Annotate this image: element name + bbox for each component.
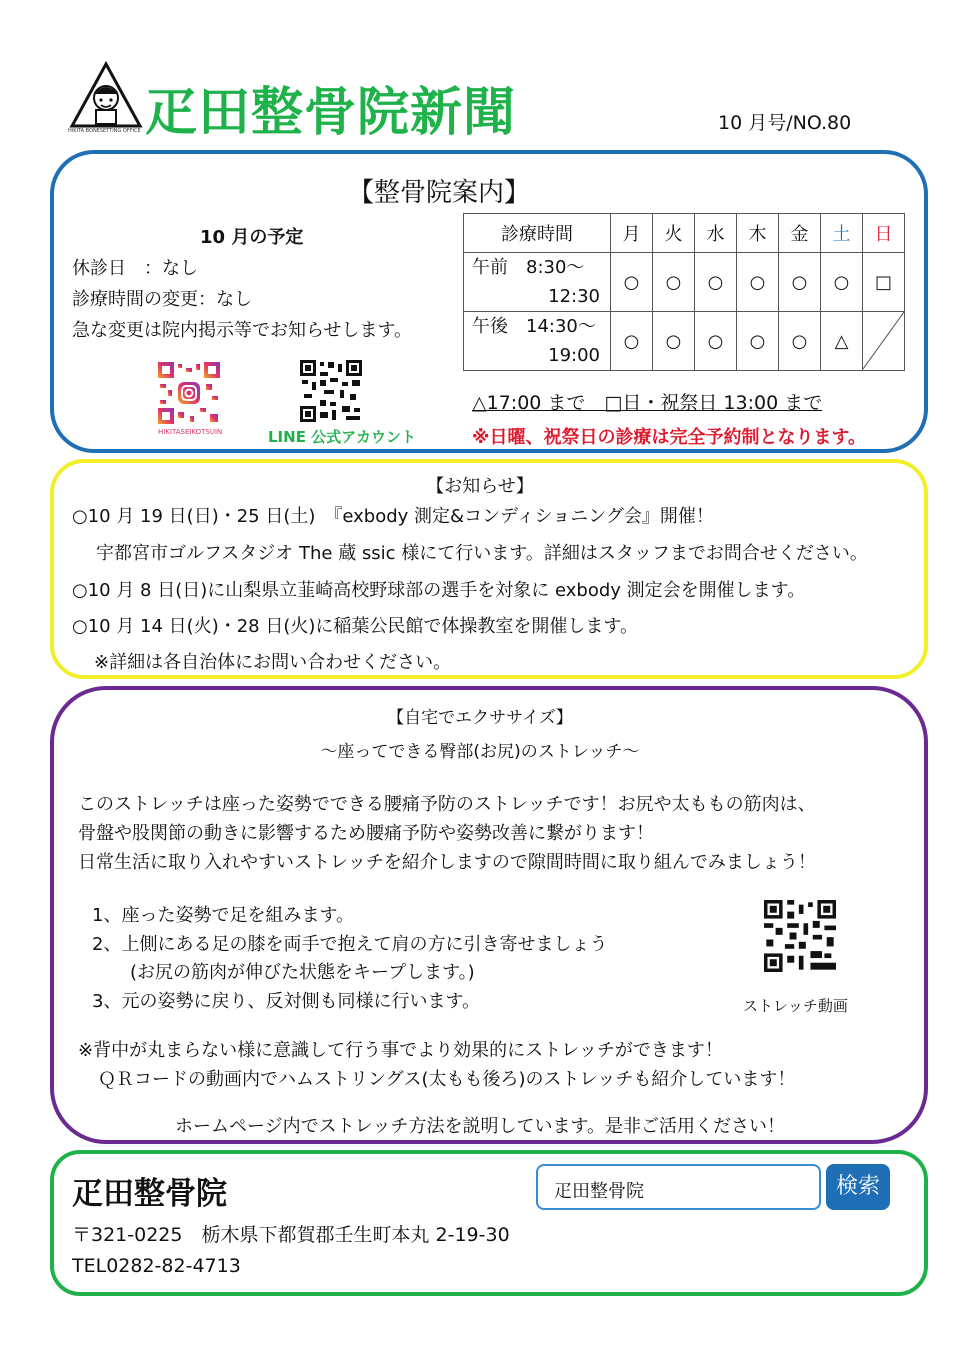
table-header-row (464, 214, 905, 253)
table-row (464, 312, 905, 371)
schedule-heading: 10 月の予定 (200, 227, 304, 248)
exercise-step: 1、座った姿勢で足を組みます。 (92, 905, 355, 926)
news-item: ○10 月 19 日(日)・25 日(土) 『exbody 測定&コンディショニング会』開催！ (72, 506, 714, 527)
exercise-intro: このストレッチは座った姿勢でできる腰痛予防のストレッチです！お尻や太ももの筋肉は、 (78, 794, 816, 815)
search-input[interactable]: 疋田整骨院 (536, 1164, 821, 1210)
table-cell: ○ (653, 253, 695, 312)
slot-end: 12:30 (548, 286, 600, 307)
exercise-intro: 日常生活に取り入れやすいストレッチを紹介しますので隙間時間に取り組んでみましょう！ (78, 852, 816, 873)
clinic-phone: TEL0282-82-4713 (72, 1255, 241, 1277)
exercise-note: ＱＲコードの動画内でハムストリングス(太もも後ろ)のストレッチも紹介しています！ (98, 1069, 796, 1090)
diagonal-slash-icon (863, 312, 904, 369)
slot-end: 19:00 (548, 345, 600, 366)
exercise-intro: 骨盤や股関節の動きに影響するため腰痛予防や姿勢改善に繋がります！ (78, 823, 654, 844)
clinic-address: 〒321-0225 栃木県下都賀郡壬生町本丸 2-19-30 (72, 1224, 510, 1246)
table-corner: 診療時間 (464, 214, 611, 253)
stretch-qr-icon (764, 900, 836, 972)
day-header-sunday: 日 (863, 214, 905, 253)
instagram-qr-code[interactable] (156, 360, 223, 436)
table-cell: ○ (779, 253, 821, 312)
schedule-line: 休診日 ：なし (72, 258, 198, 279)
clinic-logo (68, 60, 144, 144)
clinic-name: 疋田整骨院 (72, 1176, 227, 1212)
table-cell: ○ (695, 312, 737, 371)
table-cell: ○ (779, 312, 821, 371)
stretch-video-label: ストレッチ動画 (743, 997, 848, 1015)
schedule-line: 診療時間の変更：なし (72, 289, 252, 310)
table-row (464, 253, 905, 312)
table-cell: ○ (653, 312, 695, 371)
slot-start: 午前 8:30〜 (472, 257, 585, 278)
day-header: 金 (779, 214, 821, 253)
line-label: LINE 公式アカウント (268, 428, 417, 446)
exercise-step: (お尻の筋肉が伸びた状態をキープします。) (130, 962, 475, 983)
day-header: 水 (695, 214, 737, 253)
exercise-title: 【自宅でエクササイズ】 (387, 708, 573, 728)
stretch-video-qr-code[interactable] (764, 900, 836, 976)
exercise-step: 3、元の姿勢に戻り、反対側も同様に行います。 (92, 991, 481, 1012)
table-cell: ○ (611, 312, 653, 371)
clinic-info-title: 【整骨院案内】 (347, 178, 530, 208)
line-qr-icon (300, 360, 362, 422)
table-cell: ○ (737, 312, 779, 371)
day-header: 木 (737, 214, 779, 253)
table-cell: ○ (611, 253, 653, 312)
day-header: 火 (653, 214, 695, 253)
time-slot (464, 253, 611, 312)
homepage-note: ホームページ内でストレッチ方法を説明しています。是非ご活用ください！ (174, 1116, 786, 1137)
exercise-note: ※背中が丸まらない様に意識して行う事でより効果的にストレッチができます！ (78, 1040, 723, 1061)
table-cell: □ (863, 253, 905, 312)
exercise-subtitle: 〜座ってできる臀部(お尻)のストレッチ〜 (320, 742, 640, 762)
reservation-notice: ※日曜、祝祭日の診療は完全予約制となります。 (472, 427, 867, 448)
news-item: 宇都宮市ゴルフスタジオ The 蔵 ssic 様にて行います。詳細はスタッフまでお問合せください。 (96, 543, 868, 564)
table-cell: △ (821, 312, 863, 371)
logo-text: HIKITA BONESETTING OFFICE (68, 128, 141, 134)
newsletter-title: 疋田整骨院新聞 (145, 83, 517, 143)
news-item: ※詳細は各自治体にお問い合わせください。 (94, 652, 452, 673)
hours-notes: △17:00 まで □日・祝祭日 13:00 まで (472, 392, 823, 414)
search-button[interactable]: 検索 (826, 1164, 890, 1210)
table-cell: ○ (695, 253, 737, 312)
exercise-step: 2、上側にある足の膝を両手で抱えて肩の方に引き寄せましょう (92, 934, 608, 955)
table-cell: ○ (737, 253, 779, 312)
line-qr-code[interactable] (268, 360, 417, 446)
clinic-hours-table (463, 213, 905, 371)
table-cell: ○ (821, 253, 863, 312)
instagram-label: HIKITASEIKOTSUIN (158, 428, 223, 436)
news-item: ○10 月 8 日(日)に山梨県立韮崎高校野球部の選手を対象に exbody 測定会を開催します。 (72, 580, 806, 601)
day-header-saturday: 土 (821, 214, 863, 253)
instagram-qr-icon (156, 360, 222, 426)
time-slot (464, 312, 611, 371)
slot-start: 午後 14:30〜 (472, 316, 596, 337)
schedule-line: 急な変更は院内掲示等でお知らせします。 (72, 320, 413, 341)
news-title: 【お知らせ】 (426, 476, 534, 497)
day-header: 月 (611, 214, 653, 253)
closed-cell (863, 312, 905, 371)
news-item: ○10 月 14 日(火)・28 日(火)に稲葉公民館で体操教室を開催します。 (72, 616, 638, 637)
issue-number: 10 月号/NO.80 (718, 112, 852, 134)
